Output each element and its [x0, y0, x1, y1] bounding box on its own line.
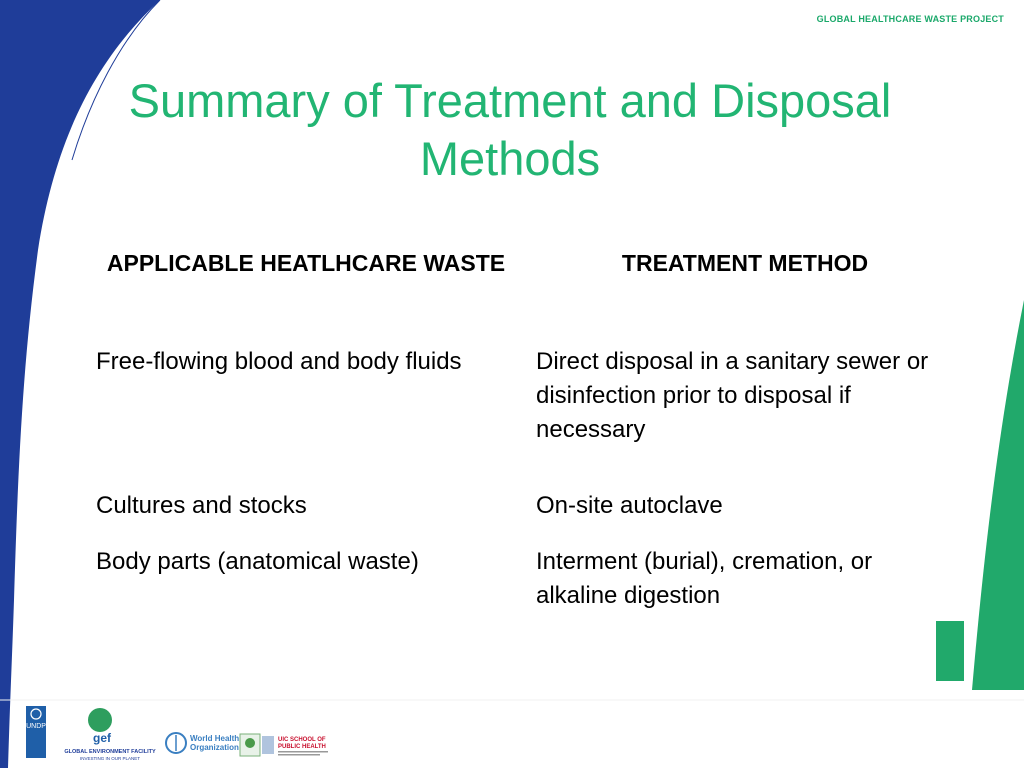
gef-name: GLOBAL ENVIRONMENT FACILITY [64, 749, 156, 755]
who-line-1: World Health [190, 734, 240, 743]
green-tab [935, 620, 965, 682]
uic-line-1: UIC SCHOOL OF [278, 737, 326, 743]
uic-line-2: PUBLIC HEALTH [278, 744, 326, 750]
row-2-method: On-site autoclave [536, 492, 723, 519]
row-2-waste: Cultures and stocks [96, 492, 307, 519]
undp-logo [26, 706, 46, 758]
row-3-waste: Body parts (anatomical waste) [96, 548, 419, 575]
gef-logo [64, 708, 156, 761]
page-title [60, 72, 960, 188]
row-3-method: Interment (burial), cremation, or alkaline digestion [536, 548, 873, 609]
row-1-waste: Free-flowing blood and body fluids [96, 348, 462, 375]
who-line-2: Organization [190, 743, 239, 752]
undp-letters: UNDP [26, 723, 46, 730]
who-logo [166, 733, 239, 753]
uic-logo [262, 736, 328, 756]
title-line-2: Methods [419, 132, 601, 185]
project-label: GLOBAL HEALTHCARE WASTE PROJECT [816, 14, 1004, 24]
gef-wordmark: gef [93, 731, 111, 745]
title-line-1: Summary of Treatment and Disposal [128, 74, 892, 127]
partner-logos [0, 698, 360, 768]
green-band [972, 300, 1024, 690]
gef-tagline: INVESTING IN OUR PLANET [79, 756, 141, 761]
column-header-method: TREATMENT METHOD [621, 250, 869, 276]
emblem-logo [240, 734, 260, 756]
column-header-waste: APPLICABLE HEATLHCARE WASTE [106, 250, 506, 276]
row-1-method: Direct disposal in a sanitary sewer or disinfection prior to disposal if necessary [536, 348, 929, 443]
